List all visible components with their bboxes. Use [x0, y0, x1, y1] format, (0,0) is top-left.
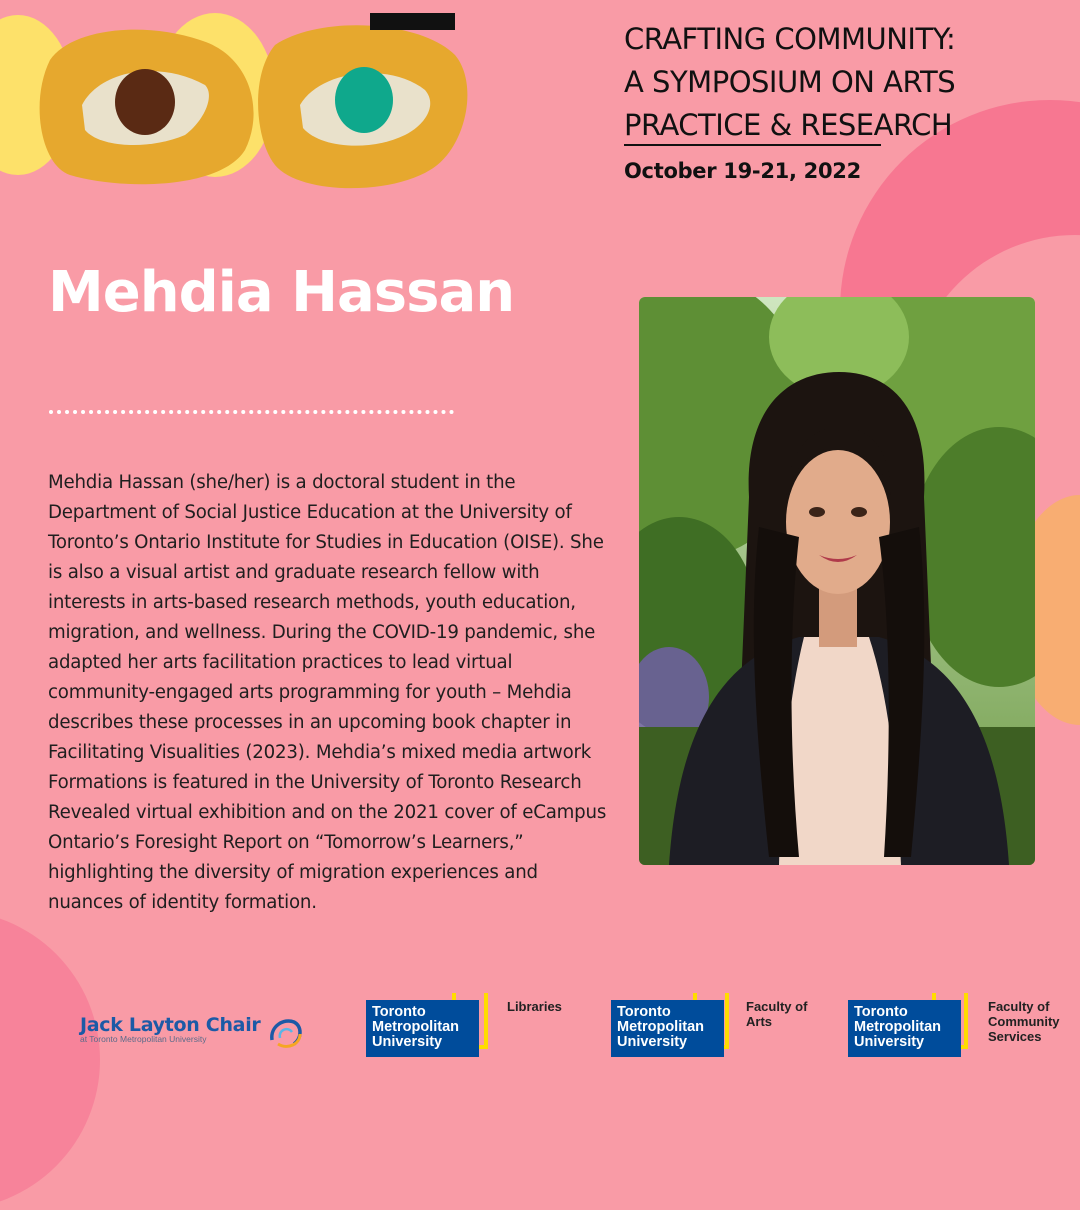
- dotted-divider: [49, 410, 454, 414]
- tmu-wordmark-line: Metropolitan: [854, 1019, 941, 1035]
- tmu-wordmark: [366, 1000, 479, 1057]
- jack-layton-chair-title: Jack Layton Chair: [80, 1014, 261, 1036]
- tmu-wordmark-line: Toronto: [617, 1004, 671, 1020]
- decorative-bar: [370, 13, 455, 30]
- event-title: [624, 18, 1044, 147]
- tmu-wordmark-line: University: [617, 1034, 688, 1050]
- tmu-wordmark-line: University: [372, 1034, 443, 1050]
- event-date: October 19-21, 2022: [624, 159, 861, 183]
- event-title-line: A SYMPOSIUM ON ARTS: [624, 65, 956, 99]
- eyes-illustration: [0, 0, 480, 200]
- speaker-name: Mehdia Hassan: [48, 260, 515, 325]
- speaker-bio: Mehdia Hassan (she/her) is a doctoral student in the Department of Social Justice Education at the University of Toronto’s Ontario Institute for Studies in Education (OISE). She is also a visual artist and graduate research fellow with interests in arts-based research methods, youth education, migration, and wellness. During the COVID-19 pandemic, she adapted her arts facilitation practices to lead virtual community-engaged arts programming for youth – Mehdia describes these processes in an upcoming book chapter in Facilitating Visualities (2023). Mehdia’s mixed media artwork Formations is featured in the University of Toronto Research Revealed virtual exhibition and on the 2021 cover of eCampus Ontario’s Foresight Report on “Tomorrow’s Learners,” highlighting the diversity of migration experiences and nuances of identity formation.: [48, 472, 607, 913]
- tmu-wordmark-line: Toronto: [372, 1004, 426, 1020]
- swirl-logo-icon: [266, 1014, 306, 1054]
- jack-layton-chair-subtitle: at Toronto Metropolitan University: [80, 1034, 207, 1044]
- partner-label-libraries: Libraries: [507, 999, 562, 1014]
- teal-iris-icon: [335, 67, 393, 133]
- tmu-faculty-of-community-services-logo: [848, 993, 970, 1057]
- tmu-faculty-of-arts-logo: [611, 993, 729, 1057]
- partner-label-faculty-of-arts: Faculty of Arts: [746, 999, 808, 1029]
- tmu-wordmark-line: Metropolitan: [372, 1019, 459, 1035]
- brown-iris-icon: [115, 69, 175, 135]
- tmu-libraries-logo: [366, 993, 488, 1057]
- partner-label-faculty-of-community-services: Faculty of Community Services: [988, 999, 1060, 1044]
- tmu-wordmark: [611, 1000, 724, 1057]
- event-title-line: PRACTICE & RESEARCH: [624, 108, 953, 142]
- tmu-wordmark-line: Metropolitan: [617, 1019, 704, 1035]
- tmu-wordmark-line: University: [854, 1034, 925, 1050]
- title-divider: [624, 144, 881, 146]
- jack-layton-chair-logo: [80, 1014, 260, 1044]
- decorative-blob: [0, 910, 100, 1210]
- speaker-photo: [639, 297, 1035, 865]
- tmu-wordmark-line: Toronto: [854, 1004, 908, 1020]
- event-title-line: CRAFTING COMMUNITY:: [624, 22, 956, 56]
- tmu-wordmark: [848, 1000, 961, 1057]
